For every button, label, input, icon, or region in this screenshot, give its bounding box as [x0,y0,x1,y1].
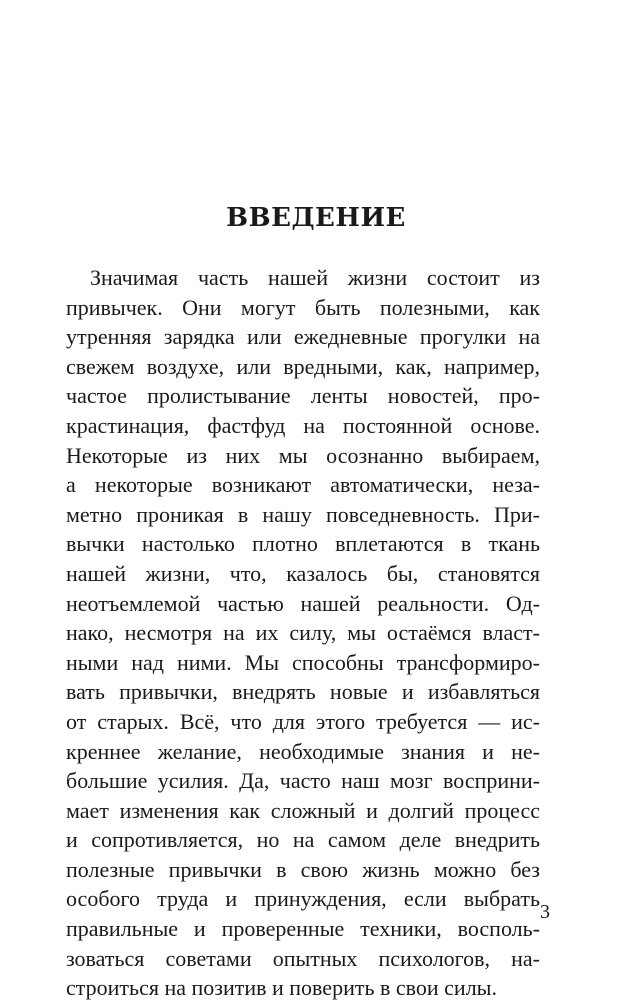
text-line: правильные и проверенные техники, восполь- [66,916,540,942]
text-line: Значимая часть нашей жизни состоит из [90,265,540,290]
text-line: строиться на позитив и поверить в свои силы. [66,975,497,1001]
text-line: неотъемлемой частью нашей реальности. Од- [66,590,540,616]
text-line: зоваться советами опытных психологов, на- [66,945,540,971]
text-line: утренняя зарядка или ежедневные прогулки на [66,324,540,350]
text-line: метно проникая в нашу повседневность. При- [66,501,540,527]
text-line: нашей жизни, что, казалось бы, становятся [66,560,540,586]
text-line: свежем воздухе, или вредными, как, например, [66,353,540,379]
text-line: вычки настолько плотно вплетаются в ткань [66,531,540,557]
text-line: креннее желание, необходимые знания и не- [66,738,540,764]
text-line: нако, несмотря на их силу, мы остаёмся власт- [66,620,540,646]
text-line: привычек. Они могут быть полезными, как [66,294,540,320]
text-line: мает изменения как сложный и долгий процесс [66,797,540,823]
text-line: от старых. Всё, что для этого требуется — ис- [66,708,540,734]
text-line: большие усилия. Да, часто наш мозг восприни- [66,768,540,794]
page-number: 3 [540,901,550,923]
text-line: а некоторые возникают автоматически, неза- [66,472,540,498]
text-line: и сопротивляется, но на самом деле внедрить [66,827,540,853]
text-line: вать привычки, внедрять новые и избавляться [66,679,540,705]
text-line: Некоторые из них мы осознанно выбираем, [66,442,540,468]
text-line: крастинация, фастфуд на постоянной основе. [66,412,540,438]
text-line: особого труда и принуждения, если выбрать [66,886,540,912]
chapter-title: ВВЕДЕНИЕ [226,203,406,233]
text-line: частое пролистывание ленты новостей, про- [66,383,540,409]
text-line: полезные привычки в свою жизнь можно без [66,856,540,882]
body-paragraph [66,263,540,1003]
text-line: ными над ними. Мы способны трансформиро- [66,649,540,675]
